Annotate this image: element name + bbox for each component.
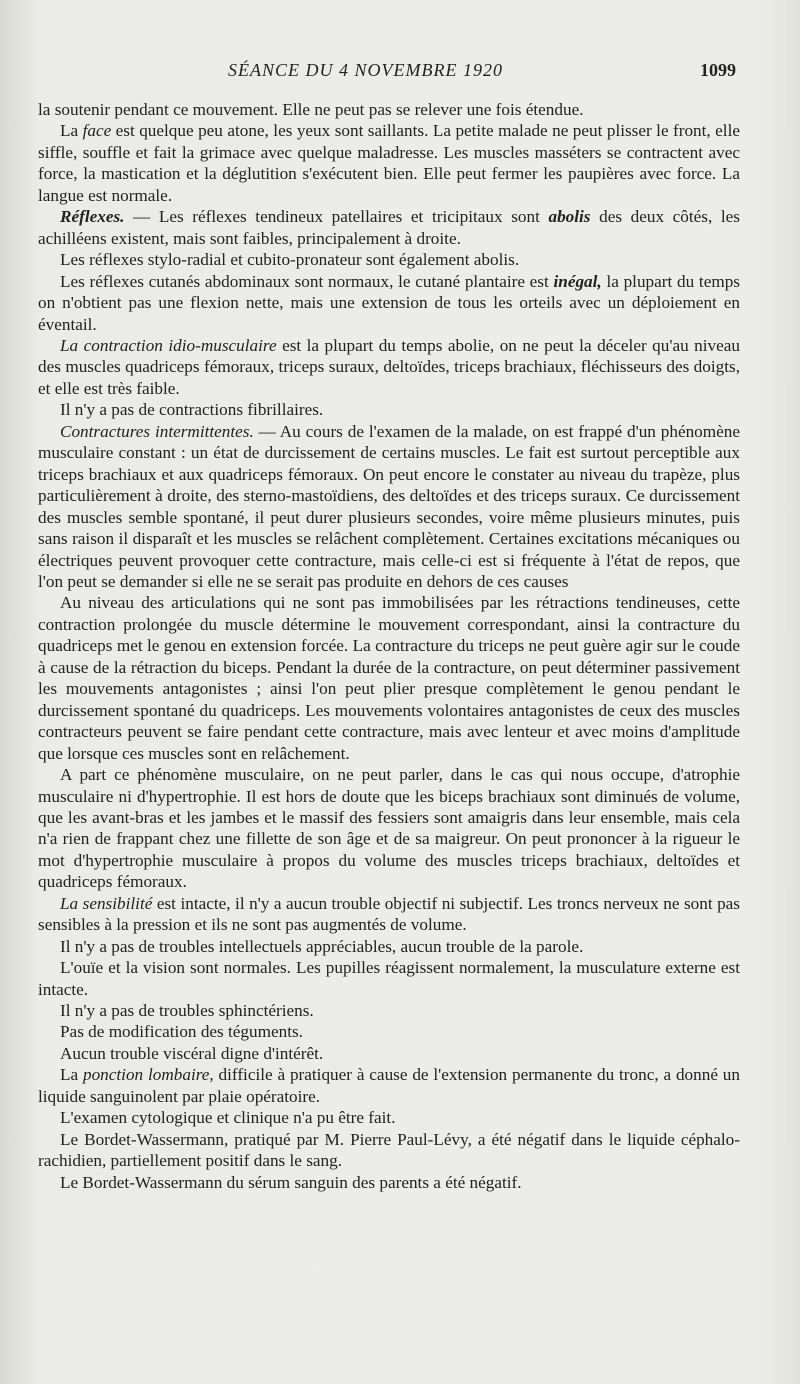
emphasized-text: Réflexes. bbox=[60, 207, 125, 227]
text-run: L'ouïe et la vision sont normales. Les pupilles réagissent normalement, la musculature externe est intacte. bbox=[38, 958, 740, 999]
paragraph bbox=[38, 249, 740, 270]
paragraph bbox=[38, 1064, 740, 1107]
text-run: des deux côtés, les achilléens existent, mais sont faibles, principalement à droite. bbox=[38, 207, 740, 248]
text-run: La bbox=[60, 121, 83, 141]
paragraph bbox=[38, 592, 740, 764]
emphasized-text: La sensibilité bbox=[60, 893, 153, 913]
paragraph bbox=[38, 421, 740, 593]
emphasized-text: abolis bbox=[548, 207, 591, 227]
text-run: A part ce phénomène musculaire, on ne peut parler, dans le cas qui nous occupe, d'atrophie musculaire ni d'hypertrophie. Il est hors de doute que les biceps brachiaux sont diminués de volume, que les avant-bras et les jambes et le massif des fessiers sont amaigris dans leur ensemble, mais cela n'a rien de frappant chez une fillette de son âge et de sa maigreur. On peut prononcer à la rigueur le mot d'hypertrophie musculaire à propos du volume des muscles triceps brachiaux, deltoïdes et quadriceps fémoraux. bbox=[38, 765, 740, 892]
text-run: difficile à pratiquer à cause de l'extension permanente du tronc, a donné un liquide sanguinolent par plaie opératoire. bbox=[38, 1065, 740, 1106]
emphasized-text: inégal, bbox=[553, 271, 602, 291]
text-run: est quelque peu atone, les yeux sont saillants. La petite malade ne peut plisser le front, elle siffle, souffle et fait la grimace avec quelque maladresse. Les muscles masséters se contractent avec force, la mastication et la déglutition s'exécutent bien. Elle peut fermer les paupières avec force. La langue est normale. bbox=[38, 121, 740, 205]
emphasized-text: Contractures intermittentes. bbox=[60, 421, 254, 441]
paragraph bbox=[38, 335, 740, 399]
emphasized-text: La contraction idio-musculaire bbox=[60, 335, 277, 355]
paragraph bbox=[38, 957, 740, 1000]
paragraph bbox=[38, 1000, 740, 1021]
paragraph bbox=[38, 120, 740, 206]
paragraph bbox=[38, 271, 740, 335]
text-run: La bbox=[60, 1065, 83, 1085]
text-run: Les réflexes stylo-radial et cubito-pronateur sont également abolis. bbox=[60, 250, 520, 270]
paragraph bbox=[38, 206, 740, 249]
text-run: Il n'y a pas de troubles intellectuels appréciables, aucun trouble de la parole. bbox=[60, 936, 584, 956]
page-number: 1099 bbox=[700, 60, 736, 80]
text-run: Les réflexes cutanés abdominaux sont normaux, le cutané plantaire est bbox=[60, 271, 554, 291]
text-run: Pas de modification des téguments. bbox=[60, 1022, 303, 1042]
paragraph bbox=[38, 1021, 740, 1042]
emphasized-text: ponction lombaire, bbox=[82, 1065, 214, 1085]
body-text bbox=[38, 99, 740, 1193]
text-run: — Les réflexes tendineux patellaires et tricipitaux sont bbox=[124, 207, 549, 227]
paragraph bbox=[38, 1107, 740, 1128]
text-run: L'examen cytologique et clinique n'a pu être fait. bbox=[60, 1108, 396, 1128]
paragraph bbox=[38, 1129, 740, 1172]
paragraph bbox=[38, 893, 740, 936]
paragraph bbox=[38, 399, 740, 420]
paragraph bbox=[38, 99, 740, 120]
text-run: la soutenir pendant ce mouvement. Elle ne peut pas se relever une fois étendue. bbox=[38, 100, 584, 119]
text-run: est la plupart du temps abolie, on ne peut la déceler qu'au niveau des muscles quadriceps fémoraux, triceps suraux, deltoïdes, triceps brachiaux, fléchisseurs des doigts, et elle est très faible. bbox=[38, 335, 740, 398]
text-run: Au niveau des articulations qui ne sont pas immobilisées par les rétractions tendineuses, cette contraction prolongée du muscle détermine le mouvement correspondant, ainsi la contracture du quadriceps met le genou en extension forcée. La contracture du triceps ne peut guère agir sur le coude à cause de la rétraction du biceps. Pendant la durée de la contracture, on peut déterminer passivement les mouvements antagonistes ; ainsi l'on peut plier presque complètement le genou pendant le durcissement spontané du quadriceps. Les mouvements volontaires antagonistes de ceux des muscles contracteurs peuvent se faire pendant cette contracture, mais avec lenteur et avec moins d'amplitude que lorsque ces muscles sont en relâchement. bbox=[38, 593, 740, 763]
text-run: la plupart du temps on n'obtient pas une flexion nette, mais une extension de tous les orteils avec un déploiement en éventail. bbox=[38, 271, 740, 334]
paragraph bbox=[38, 1172, 740, 1193]
text-run: Il n'y a pas de troubles sphinctériens. bbox=[60, 1001, 314, 1021]
running-title: SÉANCE DU 4 NOVEMBRE 1920 bbox=[228, 60, 503, 80]
text-run: Le Bordet-Wassermann du sérum sanguin des parents a été négatif. bbox=[60, 1172, 522, 1192]
paragraph bbox=[38, 764, 740, 893]
text-run: Il n'y a pas de contractions fibrillaires. bbox=[60, 400, 324, 420]
text-run: est intacte, il n'y a aucun trouble objectif ni subjectif. Les troncs nerveux ne sont pas sensibles à la pression et ils ne sont pas augmentés de volume. bbox=[38, 893, 740, 935]
emphasized-text: face bbox=[82, 121, 112, 141]
running-header bbox=[0, 60, 800, 84]
text-run: — Au cours de l'examen de la malade, on est frappé d'un phénomène musculaire constant : un état de durcissement de certains muscles. Le fait est surtout perceptible aux triceps brachiaux et aux quadriceps fémoraux. On peut encore le constater au niveau du trapèze, plus particulièrement à droite, des sterno-mastoïdiens, des deltoïdes et des triceps suraux. Ce durcissement des muscles semble spontané, il peut durer plusieurs secondes, voire même plusieurs minutes, puis sans raison il disparaît et les muscles se relâchent complètement. Certaines excitations mécaniques ou électriques peuvent provoquer cette contracture, mais celle-ci est si fréquente à l'état de repos, que l'on peut se demander si elle ne se serait pas produite en dehors de ces causes bbox=[38, 421, 740, 591]
text-run: Aucun trouble viscéral digne d'intérêt. bbox=[60, 1043, 324, 1063]
paragraph bbox=[38, 1043, 740, 1064]
paragraph bbox=[38, 936, 740, 957]
text-run: Le Bordet-Wassermann, pratiqué par M. Pierre Paul-Lévy, a été négatif dans le liquide céphalo-rachidien, partiellement positif dans le sang. bbox=[38, 1129, 740, 1171]
